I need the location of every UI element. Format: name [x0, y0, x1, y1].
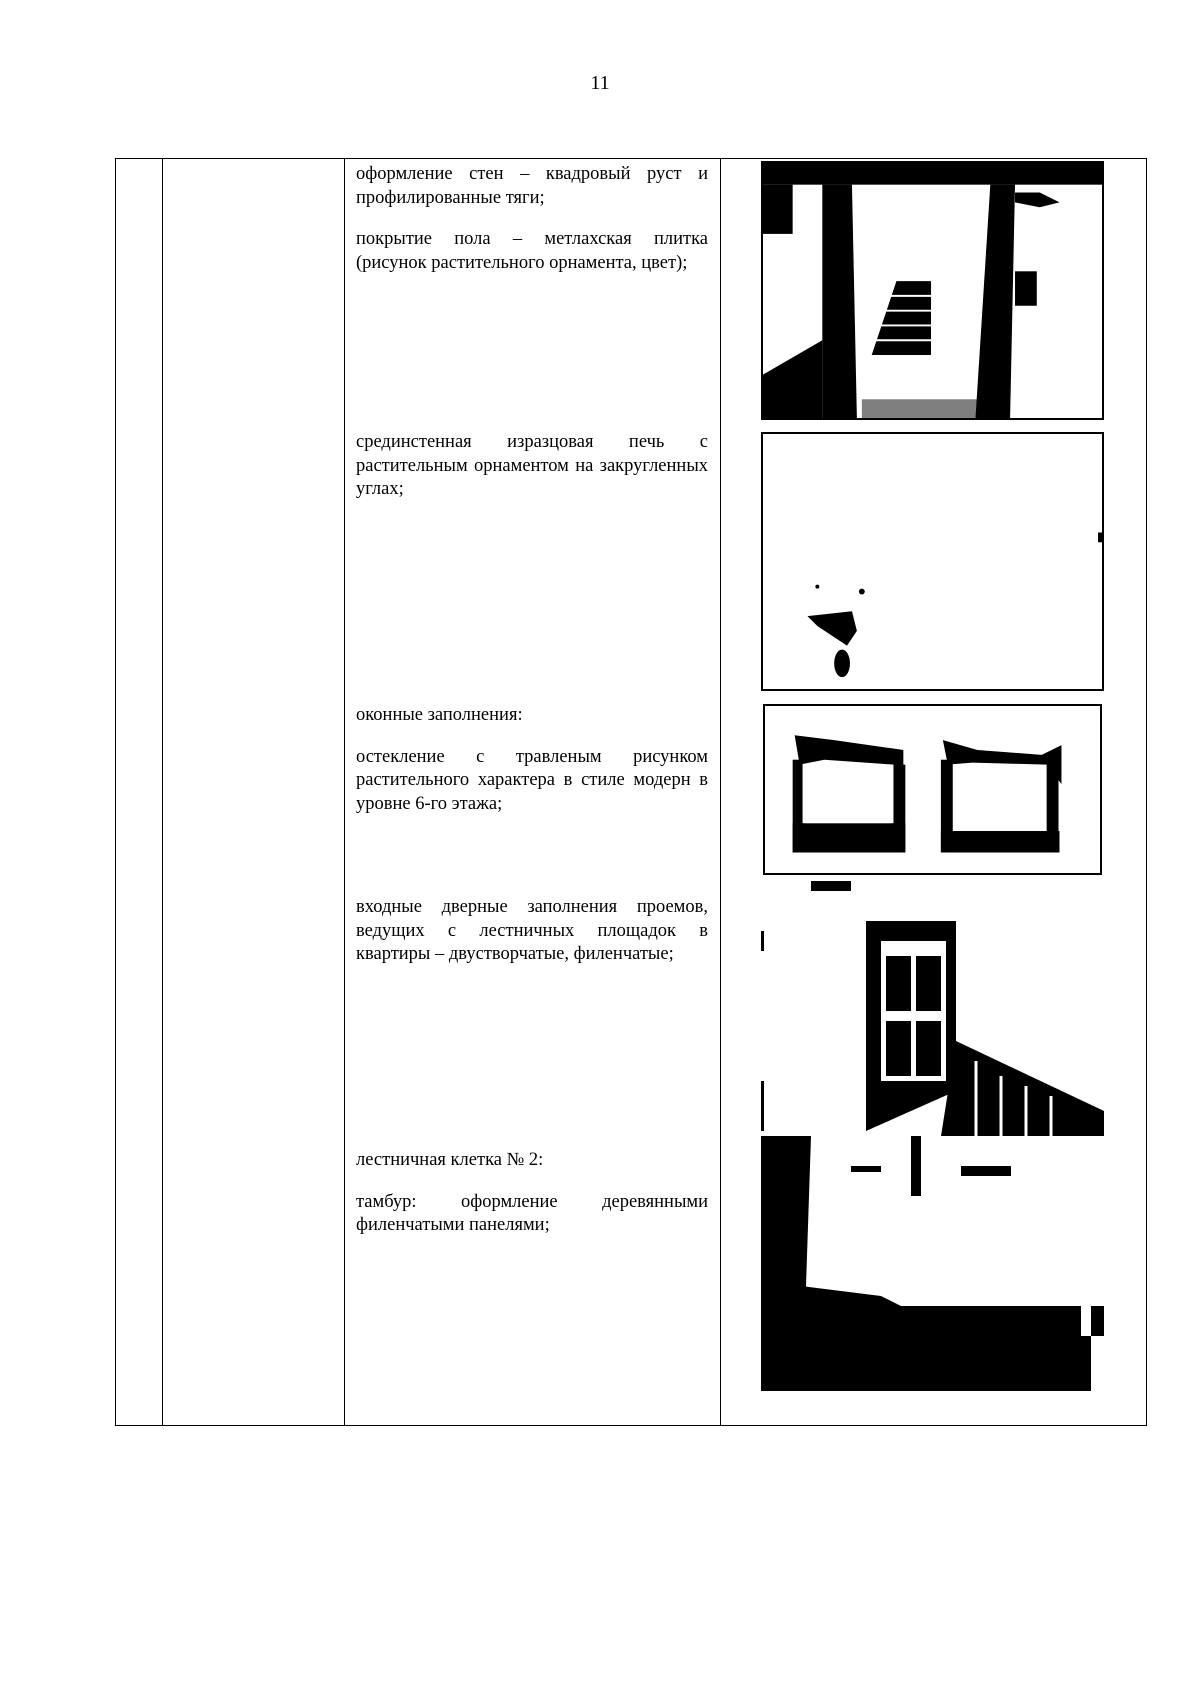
paragraph: лестничная клетка № 2: — [356, 1150, 544, 1170]
paragraph: тамбур: оформление деревянными филенчатыми панелями; — [356, 1191, 708, 1235]
table-row — [116, 159, 1147, 1426]
name-cell — [163, 159, 345, 1426]
paragraph: покрытие пола – метлахская плитка (рисунок растительного орнамента, цвет); — [356, 229, 708, 273]
entry-windows — [356, 704, 708, 834]
paragraph: оформление стен – квадровый руст и профилированные тяги; — [356, 164, 708, 208]
photo-staircase-tambour — [761, 1136, 1104, 1391]
description-cell — [345, 159, 721, 1426]
entry-staircase-2 — [356, 1149, 708, 1256]
photo-entrance-doors — [761, 881, 1104, 1136]
paragraph: остекление с травленым рисунком растительного характера в стиле модерн в уровне 6-го этажа; — [356, 746, 708, 814]
photo-cell — [721, 159, 1147, 1426]
paragraph: срединстенная изразцовая печь с растительным орнаментом на закругленных углах; — [356, 432, 708, 499]
paragraph: оконные заполнения: — [356, 705, 523, 725]
number-cell — [116, 159, 163, 1426]
entry-stove — [356, 431, 708, 520]
monument-elements-table — [115, 158, 1147, 1426]
photo-window-glazing — [763, 704, 1102, 875]
paragraph: входные дверные заполнения проемов, ведущих с лестничных площадок в квартиры – двустворчатые, филенчатые; — [356, 897, 708, 964]
entry-doors — [356, 896, 708, 985]
photo-stove — [761, 432, 1104, 691]
photo-corridor — [761, 161, 1104, 420]
page-number: 11 — [590, 72, 610, 94]
entry-walls-floor — [356, 163, 708, 293]
